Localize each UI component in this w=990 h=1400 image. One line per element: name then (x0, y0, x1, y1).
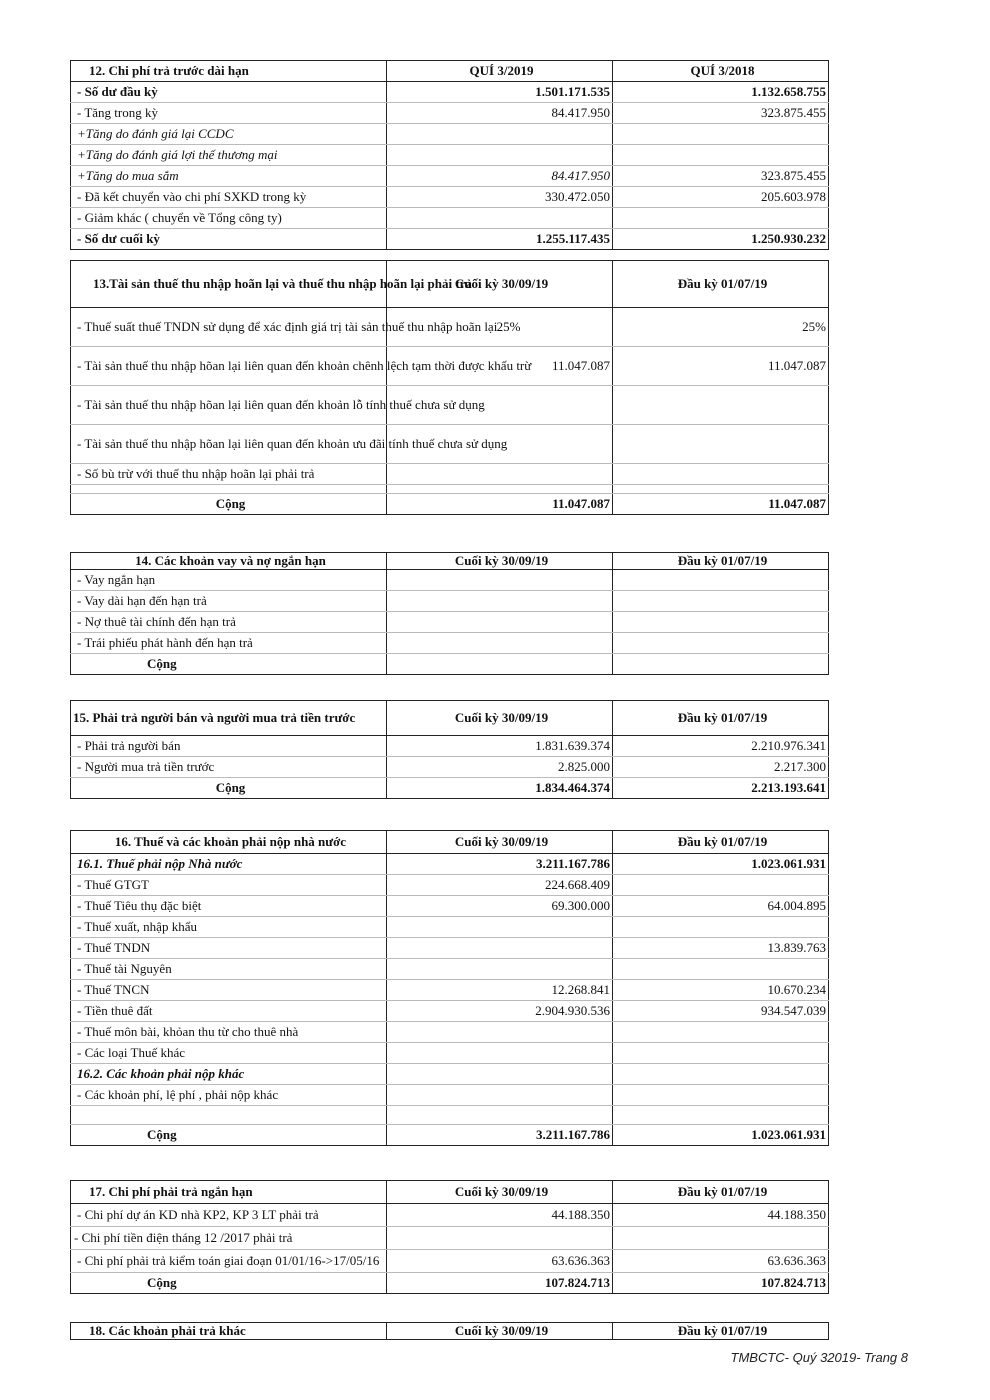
value-cell (613, 959, 829, 980)
table-row (71, 1085, 829, 1106)
total-value: 11.047.087 (613, 494, 829, 515)
value-cell: 64.004.895 (613, 896, 829, 917)
total-row (71, 494, 829, 515)
table-row (71, 1250, 829, 1273)
table-row (71, 1064, 829, 1085)
table-row (71, 1043, 829, 1064)
row-label: - Thuế tài Nguyên (71, 959, 387, 980)
value-cell (387, 938, 613, 959)
value-cell (387, 1022, 613, 1043)
section-title: 18. Các khoản phải trả khác (71, 1323, 387, 1340)
column-header: Cuối kỳ 30/09/19 (387, 1323, 613, 1340)
table-header (71, 831, 829, 854)
value-cell: 323.875.455 (613, 103, 829, 124)
value-cell: 25% (387, 308, 613, 347)
table-row (71, 980, 829, 1001)
value-cell: 63.636.363 (387, 1250, 613, 1273)
table-header (71, 553, 829, 570)
table-accrued-expenses (70, 1180, 829, 1294)
table-row (71, 1204, 829, 1227)
table-row (71, 959, 829, 980)
total-value: 3.211.167.786 (387, 1125, 613, 1146)
value-cell: 63.636.363 (613, 1250, 829, 1273)
value-cell (613, 917, 829, 938)
row-label: - Phải trả người bán (71, 736, 387, 757)
value-cell (387, 1227, 613, 1250)
column-header: QUÍ 3/2018 (613, 61, 829, 82)
value-cell: 11.047.087 (613, 347, 829, 386)
table-row (71, 736, 829, 757)
value-cell: 44.188.350 (387, 1204, 613, 1227)
value-cell: 1.501.171.535 (387, 82, 613, 103)
value-cell: 2.825.000 (387, 757, 613, 778)
table-row (71, 938, 829, 959)
table-row (71, 757, 829, 778)
section-title: 16. Thuế và các khoản phải nộp nhà nước (71, 831, 387, 854)
table-header (71, 1181, 829, 1204)
row-label: - Giảm khác ( chuyển về Tổng công ty) (71, 208, 387, 229)
table-row (71, 347, 829, 386)
row-label: - Thuế suất thuế TNDN sử dụng để xác định giá trị tài sản thuế thu nhập hoãn lại (71, 308, 387, 347)
page-footer: TMBCTC- Quý 32019- Trang 8 (730, 1350, 908, 1365)
table-row (71, 308, 829, 347)
table-other-payables (70, 1322, 829, 1340)
value-cell (613, 386, 829, 425)
table-row (71, 854, 829, 875)
table-row (71, 187, 829, 208)
section-title: 13.Tài sản thuế thu nhập hoãn lại và thuế thu nhập hoãn lại phải trả (71, 261, 387, 308)
row-label: - Vay ngắn hạn (71, 570, 387, 591)
table-row (71, 386, 829, 425)
row-label: - Thuế môn bài, khỏan thu từ cho thuê nhà (71, 1022, 387, 1043)
value-cell: 1.132.658.755 (613, 82, 829, 103)
column-header: Cuối kỳ 30/09/19 (387, 831, 613, 854)
row-label: - Thuế TNCN (71, 980, 387, 1001)
value-cell (387, 464, 613, 485)
total-row (71, 1125, 829, 1146)
table-row (71, 464, 829, 485)
value-cell (387, 959, 613, 980)
subsection-label: 16.2. Các khoản phải nộp khác (71, 1064, 387, 1085)
value-cell: 69.300.000 (387, 896, 613, 917)
row-label: - Đã kết chuyển vào chi phí SXKD trong kỳ (71, 187, 387, 208)
column-header: QUÍ 3/2019 (387, 61, 613, 82)
value-cell (613, 1227, 829, 1250)
row-label: - Thuế xuất, nhập khẩu (71, 917, 387, 938)
value-cell: 13.839.763 (613, 938, 829, 959)
value-cell: 1.255.117.435 (387, 229, 613, 250)
value-cell (613, 124, 829, 145)
value-cell: 1.250.930.232 (613, 229, 829, 250)
row-label: +Tăng do đánh giá lại CCDC (71, 124, 387, 145)
row-label: - Trái phiếu phát hành đến hạn trả (71, 633, 387, 654)
value-cell (613, 1043, 829, 1064)
value-cell (613, 145, 829, 166)
value-cell: 224.668.409 (387, 875, 613, 896)
table-row (71, 1001, 829, 1022)
value-cell: 2.210.976.341 (613, 736, 829, 757)
column-header: Đầu kỳ 01/07/19 (613, 553, 829, 570)
value-cell (613, 1022, 829, 1043)
value-cell (387, 208, 613, 229)
row-label: - Các khoản phí, lệ phí , phải nộp khác (71, 1085, 387, 1106)
column-header: Đầu kỳ 01/07/19 (613, 261, 829, 308)
subsection-label: 16.1. Thuế phải nộp Nhà nước (71, 854, 387, 875)
value-cell: 934.547.039 (613, 1001, 829, 1022)
column-header: Đầu kỳ 01/07/19 (613, 831, 829, 854)
value-cell: 2.217.300 (613, 757, 829, 778)
table-row (71, 612, 829, 633)
value-cell: 44.188.350 (613, 1204, 829, 1227)
total-value: 107.824.713 (613, 1273, 829, 1294)
value-cell: 84.417.950 (387, 166, 613, 187)
value-cell (613, 875, 829, 896)
column-header: Cuối kỳ 30/09/19 (387, 1181, 613, 1204)
table-row (71, 145, 829, 166)
column-header: Đầu kỳ 01/07/19 (613, 1323, 829, 1340)
section-title: 15. Phải trả người bán và người mua trả tiền trước (71, 701, 387, 736)
value-cell (613, 425, 829, 464)
value-cell: 12.268.841 (387, 980, 613, 1001)
total-label: Cộng (71, 494, 387, 515)
table-row (71, 82, 829, 103)
total-value: 107.824.713 (387, 1273, 613, 1294)
total-label: Cộng (71, 654, 387, 675)
row-label: - Chi phí phải trả kiểm toán giai đoạn 01/01/16->17/05/16 (71, 1250, 387, 1273)
total-value: 1.023.061.931 (613, 1125, 829, 1146)
table-taxes-payable (70, 830, 829, 1146)
row-label: - Tài sản thuế thu nhập hõan lại liên quan đến khoản ưu đãi tính thuế chưa sử dụng (71, 425, 387, 464)
value-cell (387, 124, 613, 145)
value-cell: 330.472.050 (387, 187, 613, 208)
table-deferred-tax (70, 260, 829, 515)
table-row (71, 166, 829, 187)
section-title: 12. Chi phí trả trước dài hạn (71, 61, 387, 82)
value-cell: 205.603.978 (613, 187, 829, 208)
total-label: Cộng (71, 778, 387, 799)
value-cell: 1.831.639.374 (387, 736, 613, 757)
total-row (71, 778, 829, 799)
table-row (71, 208, 829, 229)
value-cell: 1.023.061.931 (613, 854, 829, 875)
row-label: - Tiền thuê đất (71, 1001, 387, 1022)
section-title: 17. Chi phí phải trả ngắn hạn (71, 1181, 387, 1204)
table-header (71, 261, 829, 308)
value-cell: 25% (613, 308, 829, 347)
row-label: - Số dư đầu kỳ (71, 82, 387, 103)
table-row (71, 591, 829, 612)
row-label: - Nợ thuê tài chính đến hạn trả (71, 612, 387, 633)
value-cell: 3.211.167.786 (387, 854, 613, 875)
table-prepaid-expenses (70, 60, 829, 250)
value-cell: 10.670.234 (613, 980, 829, 1001)
table-row (71, 570, 829, 591)
row-label: - Các loại Thuế khác (71, 1043, 387, 1064)
value-cell: 84.417.950 (387, 103, 613, 124)
table-row (71, 229, 829, 250)
value-cell (613, 208, 829, 229)
row-label: - Số bù trừ với thuế thu nhập hoãn lại phải trả (71, 464, 387, 485)
spacer-row (71, 485, 829, 494)
column-header: Đầu kỳ 01/07/19 (613, 701, 829, 736)
table-header (71, 1323, 829, 1340)
row-label: - Người mua trả tiền trước (71, 757, 387, 778)
column-header: Cuối kỳ 30/09/19 (387, 701, 613, 736)
total-row (71, 654, 829, 675)
column-header: Đầu kỳ 01/07/19 (613, 1181, 829, 1204)
total-value: 11.047.087 (387, 494, 613, 515)
table-row (71, 124, 829, 145)
value-cell (387, 917, 613, 938)
table-row (71, 103, 829, 124)
table-row (71, 875, 829, 896)
value-cell (387, 1043, 613, 1064)
section-title: 14. Các khoản vay và nợ ngắn hạn (71, 553, 387, 570)
total-label: Cộng (71, 1273, 387, 1294)
table-row (71, 917, 829, 938)
row-label: - Thuế Tiêu thụ đặc biệt (71, 896, 387, 917)
total-row (71, 1273, 829, 1294)
table-payables-sellers-buyers (70, 700, 829, 799)
value-cell: 11.047.087 (387, 347, 613, 386)
table-header (71, 61, 829, 82)
row-label: +Tăng do mua sắm (71, 166, 387, 187)
row-label: - Thuế TNDN (71, 938, 387, 959)
table-short-term-loans (70, 552, 829, 675)
table-row (71, 1022, 829, 1043)
total-label: Cộng (71, 1125, 387, 1146)
spacer-row (71, 1106, 829, 1125)
value-cell (613, 464, 829, 485)
column-header: Cuối kỳ 30/09/19 (387, 553, 613, 570)
value-cell: 323.875.455 (613, 166, 829, 187)
table-header (71, 701, 829, 736)
row-label: - Vay dài hạn đến hạn trả (71, 591, 387, 612)
table-row (71, 896, 829, 917)
row-label: - Tăng trong kỳ (71, 103, 387, 124)
row-label: +Tăng do đánh giá lợi thế thương mại (71, 145, 387, 166)
table-row (71, 425, 829, 464)
row-label: - Chi phí dự án KD nhà KP2, KP 3 LT phải trả (71, 1204, 387, 1227)
value-cell: 2.904.930.536 (387, 1001, 613, 1022)
row-label: - Tài sản thuế thu nhập hõan lại liên quan đến khoản chênh lệch tạm thời được khấu trừ (71, 347, 387, 386)
value-cell (387, 145, 613, 166)
row-label: - Số dư cuối kỳ (71, 229, 387, 250)
column-header: Cuối kỳ 30/09/19 (387, 261, 613, 308)
row-label: - Tài sản thuế thu nhập hõan lại liên quan đến khoản lỗ tính thuế chưa sử dụng (71, 386, 387, 425)
table-row (71, 633, 829, 654)
total-value: 1.834.464.374 (387, 778, 613, 799)
row-label: - Thuế GTGT (71, 875, 387, 896)
row-label: - Chi phí tiền điện tháng 12 /2017 phải trả (71, 1227, 387, 1250)
table-row (71, 1227, 829, 1250)
total-value: 2.213.193.641 (613, 778, 829, 799)
